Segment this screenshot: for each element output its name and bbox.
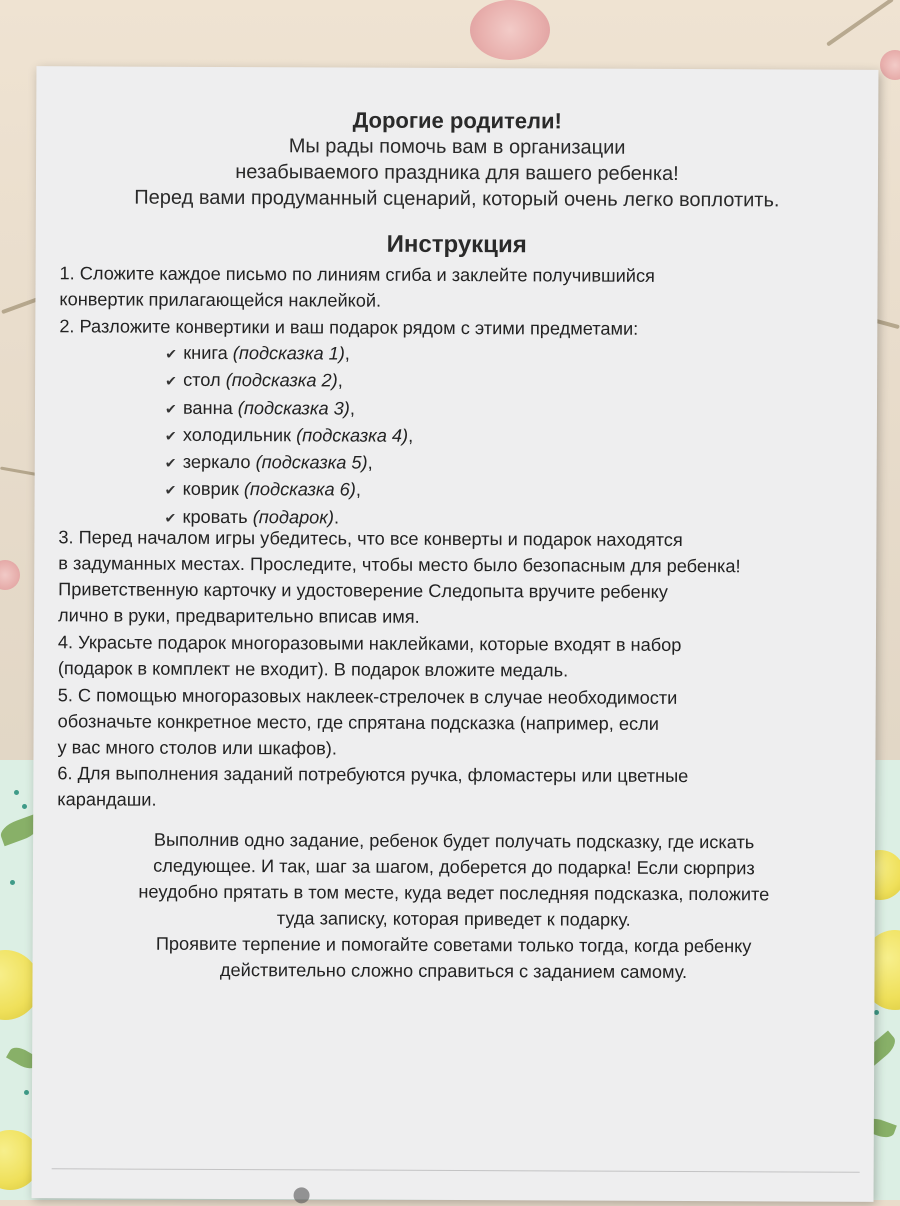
step-1-line: конвертик прилагающейся наклейкой. xyxy=(59,289,382,311)
list-item: ✔ ванна (подсказка 3), xyxy=(165,394,765,424)
check-icon: ✔ xyxy=(164,509,177,526)
closing-line: действительно сложно справиться с заданием самому. xyxy=(219,959,688,983)
dot xyxy=(10,880,15,885)
card-title: Дорогие родители! xyxy=(352,107,562,134)
instruction-heading: Инструкция xyxy=(386,230,527,259)
blossom xyxy=(470,0,550,60)
intro-line: Мы рады помочь вам в организации xyxy=(288,135,626,159)
hiding-places-list xyxy=(164,340,765,534)
list-item: ✔ книга (подсказка 1), xyxy=(165,340,765,370)
list-item: ✔ коврик (подсказка 6), xyxy=(165,476,765,506)
step-1-line: 1. Сложите каждое письмо по линиям сгиба и заклейте получившийся xyxy=(59,263,655,286)
closing-line: Проявите терпение и помогайте советами только тогда, когда ребенку xyxy=(155,933,752,957)
list-item: ✔ стол (подсказка 2), xyxy=(165,367,765,397)
intro-line: Перед вами продуманный сценарий, который очень легко воплотить. xyxy=(134,186,780,212)
check-icon: ✔ xyxy=(164,400,177,417)
dot xyxy=(14,790,19,795)
step-6-line: карандаши. xyxy=(57,789,157,810)
closing-line: следующее. И так, шаг за шагом, доберется до подарка! Если сюрприз xyxy=(153,855,755,879)
check-icon: ✔ xyxy=(165,373,177,390)
intro-line: незабываемого праздника для вашего ребенка! xyxy=(235,161,679,185)
step-3-line: в задуманных местах. Проследите, чтобы место было безопасным для ребенка! xyxy=(58,553,741,577)
check-icon: ✔ xyxy=(164,454,177,471)
check-icon: ✔ xyxy=(164,482,177,499)
step-2: 2. Разложите конвертики и ваш подарок рядом с этими предметами: xyxy=(59,316,639,339)
step-6-line: 6. Для выполнения заданий потребуются ручка, фломастеры или цветные xyxy=(57,763,689,787)
list-item: ✔ зеркало (подсказка 5), xyxy=(165,449,765,479)
check-icon: ✔ xyxy=(165,345,177,362)
closing-line: туда записку, которая приведет к подарку. xyxy=(276,908,631,930)
fold-line xyxy=(52,1168,860,1173)
step-5-line: обозначьте конкретное место, где спрятана подсказка (например, если xyxy=(57,711,659,734)
list-item: ✔ холодильник (подсказка 4), xyxy=(165,422,765,452)
step-3-line: Приветственную карточку и удостоверение Следопыта вручите ребенку xyxy=(58,579,668,602)
instruction-card xyxy=(32,66,879,1202)
check-icon: ✔ xyxy=(164,427,177,444)
step-5-line: у вас много столов или шкафов). xyxy=(57,737,337,759)
dot xyxy=(874,1010,879,1015)
step-4-line: (подарок в комплект не входит). В подарок вложите медаль. xyxy=(57,658,569,681)
dot xyxy=(22,804,27,809)
step-3-line: 3. Перед началом игры убедитесь, что все конверты и подарок находятся xyxy=(58,527,683,550)
step-3-line: лично в руки, предварительно вписав имя. xyxy=(58,605,420,627)
step-4-line: 4. Украсьте подарок многоразовыми наклейками, которые входят в набор xyxy=(57,632,682,655)
closing-line: неудобно прятать в том месте, куда ведет последняя подсказка, положите xyxy=(138,881,770,905)
card-notch xyxy=(294,1187,310,1203)
closing-line: Выполнив одно задание, ребенок будет получать подсказку, где искать xyxy=(153,829,755,853)
step-5-line: 5. С помощью многоразовых наклеек-стрелочек в случае необходимости xyxy=(57,685,678,708)
dot xyxy=(24,1090,29,1095)
list-item: ✔ кровать (подарок). xyxy=(164,504,764,534)
